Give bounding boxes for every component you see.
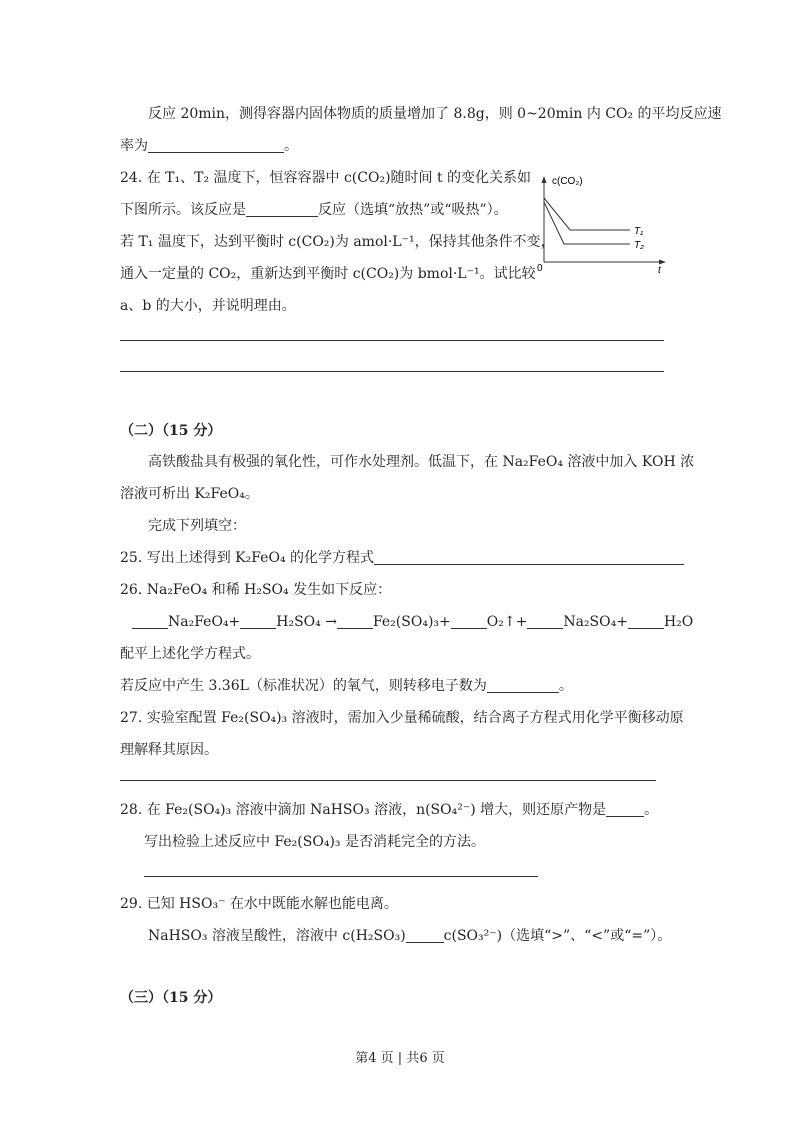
q24-line-2-prefix: 下图所示。该反应是 [120,202,246,218]
q28-answer-blank[interactable] [606,800,644,817]
q28-line-1-prefix: 28. 在 Fe₂(SO₄)₃ 溶液中滴加 NaHSO₃ 溶液，n(SO₄²⁻) 增大，则还原产物是 [120,802,607,818]
q26-eq-term-5: Na₂SO₄+ [563,614,628,630]
q29-line-2 [148,926,671,946]
q28-line-2: 写出检验上述反应中 Fe₂(SO₄)₃ 是否消耗完全的方法。 [144,834,485,850]
q24-answer-line-2[interactable] [120,371,664,372]
q23-line-2 [120,136,298,156]
y-axis-arrow [542,176,547,183]
series-t2-label: T₂ [634,240,644,251]
q24-answer-line-1[interactable] [120,340,664,341]
section-3-title: （三）（15 分） [120,990,222,1006]
q25-text: 25. 写出上述得到 K₂FeO₄ 的化学方程式 [120,550,375,566]
co2-time-graph [532,170,672,275]
y-axis-label: c(CO₂) [552,176,583,187]
q26-line-4-suffix: 。 [558,678,573,694]
series-t1-line [544,198,630,230]
q29-line-2-prefix: NaHSO₃ 溶液呈酸性，溶液中 c(H₂SO₃) [148,928,406,944]
origin-label: 0 [537,263,543,274]
q26-eq-term-1: Na₂FeO₄+ [168,614,241,630]
q26-coef-6-blank[interactable] [628,612,664,629]
q24-line-3: 若 T₁ 温度下，达到平衡时 c(CO₂)为 amol·L⁻¹，保持其他条件不变， [120,234,555,250]
page-footer: 第4 页 | 共6 页 [355,1051,445,1066]
q26-eq-term-3: Fe₂(SO₄)₃+ [372,614,451,630]
q26-answer-blank[interactable] [487,676,559,693]
series-t1-label: T₁ [634,226,644,237]
q26-line-4 [120,676,573,696]
q26-eq-term-6: H₂O [663,614,694,630]
q25-answer-blank[interactable] [374,548,684,565]
q26-equation [132,612,693,632]
section-2-intro-1: 高铁酸盐具有极强的氧化性，可作水处理剂。低温下，在 Na₂FeO₄ 溶液中加入 KOH 浓 [148,454,695,470]
q24-line-2-suffix: 反应（选填“放热”或“吸热”）。 [318,202,508,218]
series-t2-line [544,202,630,244]
q26-line-1: 26. Na₂FeO₄ 和稀 H₂SO₄ 发生如下反应： [120,582,392,598]
q23-suffix: 。 [284,138,298,154]
q28-line-1 [120,800,658,820]
q29-answer-blank[interactable] [406,926,444,943]
q26-eq-term-2: H₂SO₄ → [276,614,337,630]
q24-answer-blank[interactable] [246,200,318,217]
q26-line-4-prefix: 若反应中产生 3.36L（标准状况）的氧气，则转移电子数为 [120,678,487,694]
q26-coef-5-blank[interactable] [527,612,563,629]
q27-line-2: 理解释其原因。 [120,742,218,758]
section-2-intro-2: 溶液可析出 K₂FeO₄。 [120,486,259,502]
q26-coef-4-blank[interactable] [451,612,487,629]
x-axis-label: t [658,265,661,275]
x-axis-arrow [659,260,666,265]
q24-line-4: 通入一定量的 CO₂，重新达到平衡时 c(CO₂)为 bmol·L⁻¹。试比较 [120,266,536,282]
q26-line-3: 配平上述化学方程式。 [120,646,260,662]
q25-line [120,548,684,568]
q24-line-1: 24. 在 T₁、T₂ 温度下，恒容容器中 c(CO₂)随时间 t 的变化关系如 [120,170,532,186]
q27-line-1: 27. 实验室配置 Fe₂(SO₄)₃ 溶液时，需加入少量稀硫酸，结合离子方程式用化学平衡移动原 [120,710,684,726]
q29-line-2-suffix: c(SO₃²⁻)（选填“>”、“<”或“=”）。 [443,928,672,944]
section-2-intro-3: 完成下列填空： [148,518,246,534]
q23-line-1: 反应 20min，测得容器内固体物质的质量增加了 8.8g，则 0~20min 内 CO₂ 的平均反应速 [148,106,722,122]
q26-coef-1-blank[interactable] [132,612,168,629]
q28-answer-line[interactable] [144,876,538,877]
q26-coef-3-blank[interactable] [337,612,373,629]
q24-line-5: a、b 的大小，并说明理由。 [120,298,296,314]
section-2-title: （二）（15 分） [120,423,222,439]
q29-line-1: 29. 已知 HSO₃⁻ 在水中既能水解也能电离。 [120,896,398,912]
q24-line-2 [120,200,508,220]
q28-line-1-suffix: 。 [644,802,659,818]
q26-eq-term-4: O₂↑+ [486,614,528,630]
q26-coef-2-blank[interactable] [240,612,276,629]
q23-answer-blank[interactable] [148,136,284,153]
q23-prefix: 率为 [120,138,148,154]
q27-answer-line[interactable] [120,780,656,781]
